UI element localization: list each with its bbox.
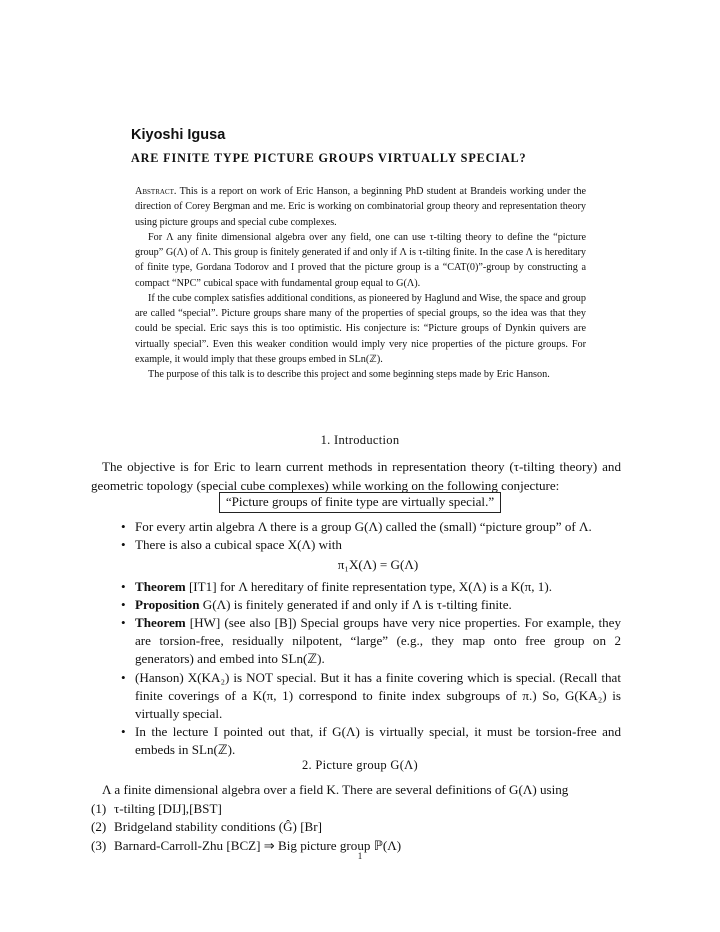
list-item	[135, 536, 621, 574]
abstract-paragraph-3: If the cube complex satisfies additional conditions, as pioneered by Haglund and Wise, the space and group are called “special”. Picture groups share many of the properties of special groups, so the idea was that they could be special. Eric says this is too optimistic. His conjecture is: “Picture groups of Dynkin quivers are virtually special”. Even this weaker condition would imply very nice properties of the picture groups. For example, it would imply that these groups embed in SLn(ℤ).	[135, 292, 586, 365]
bullet-bold-5: Theorem	[135, 615, 186, 631]
item-text: Barnard-Carroll-Zhu [BCZ] ⇒ Big picture group ℙ(Λ)	[114, 837, 402, 853]
section-2-body	[91, 781, 621, 855]
list-item	[135, 578, 621, 596]
abstract-paragraph-1	[135, 184, 586, 230]
section-2-heading: 2. Picture group G(Λ)	[301, 758, 419, 772]
bullet-list	[135, 518, 621, 760]
abstract	[135, 184, 586, 382]
bullet-text-2: There is also a cubical space X(Λ) with	[135, 537, 342, 553]
list-item	[135, 669, 621, 724]
abstract-paragraph-2: For Λ any finite dimensional algebra over any field, one can use τ-tilting theory to define the “picture group” G(Λ) of Λ. This group is finitely generated if and only if Λ is τ-tilting finite. In the case Λ is hereditary of finite type, Gordana Todorov and I proved that the picture group is a “CAT(0)”-group by constructing a compact “NPC” cubical space with fundamental group equal to G(Λ).	[135, 231, 586, 289]
section-1-heading: 1. Introduction	[320, 433, 400, 447]
section-2-intro: Λ a finite dimensional algebra over a field K. There are several definitions of G(Λ) using	[102, 782, 569, 797]
definitions-list	[91, 800, 621, 856]
bullet-text-4: G(Λ) is finitely generated if and only if Λ is τ-tilting finite.	[199, 596, 512, 612]
author-name: Kiyoshi Igusa	[131, 127, 226, 143]
abstract-paragraph-4: The purpose of this talk is to describe this project and some beginning steps made by Eric Hanson.	[148, 369, 550, 380]
item-text: τ-tilting [DIJ],[BST]	[114, 800, 222, 816]
section-1-intro	[91, 457, 621, 495]
bullet-text-1: For every artin algebra Λ there is a group G(Λ) called the (small) “picture group” of Λ.	[135, 519, 592, 534]
page-number: 1	[357, 851, 363, 861]
list-item	[135, 614, 621, 669]
list-item	[135, 596, 621, 614]
item-number: (3)	[91, 837, 107, 853]
paper-title: ARE FINITE TYPE PICTURE GROUPS VIRTUALLY SPECIAL?	[131, 151, 527, 165]
bullet-text-3: [IT1] for Λ hereditary of finite representation type, X(Λ) is a K(π, 1).	[185, 578, 552, 594]
bullet-text-5: [HW] (see also [B]) Special groups have very nice properties. For example, they are torsion-free, residually nilpotent, “large” (e.g., they map onto free group on 2 generators) and embed into SLn(ℤ).	[135, 615, 621, 667]
bullet-bold-3: Theorem	[135, 578, 186, 594]
conjecture-box-wrapper	[0, 491, 720, 513]
item-text: Bridgeland stability conditions (Ĝ) [Br]	[114, 819, 323, 834]
bullet-bold-4: Proposition	[135, 596, 200, 612]
list-item	[135, 518, 621, 536]
display-equation: π₁X(Λ) = G(Λ)	[337, 557, 419, 573]
list-item	[135, 723, 621, 759]
list-item	[91, 800, 621, 819]
conjecture-box: “Picture groups of finite type are virtually special.”	[219, 492, 501, 513]
bullet-text-7: In the lecture I pointed out that, if G(Λ) is virtually special, it must be torsion-free and embeds in SLn(ℤ).	[135, 724, 621, 758]
bullet-text-6: (Hanson) X(KA₂) is NOT special. But it has a finite covering which is special. (Recall that finite coverings of a K(π, 1) correspond to finite index subgroups of π.) So, G(KA₂) is virtually special.	[135, 669, 621, 722]
item-number: (2)	[91, 819, 107, 834]
abstract-label: Abstract.	[135, 186, 177, 197]
list-item	[91, 818, 621, 837]
item-number: (1)	[91, 800, 107, 816]
intro-paragraph: The objective is for Eric to learn current methods in representation theory (τ-tilting theory) and geometric topology (special cube complexes) while working on the following conjecture:	[91, 459, 621, 493]
abstract-text-1: This is a report on work of Eric Hanson, a beginning PhD student at Brandeis working under the direction of Corey Bergman and me. Eric is working on combinatorial group theory and representation theory using picture groups and special cube complexes.	[135, 186, 586, 228]
